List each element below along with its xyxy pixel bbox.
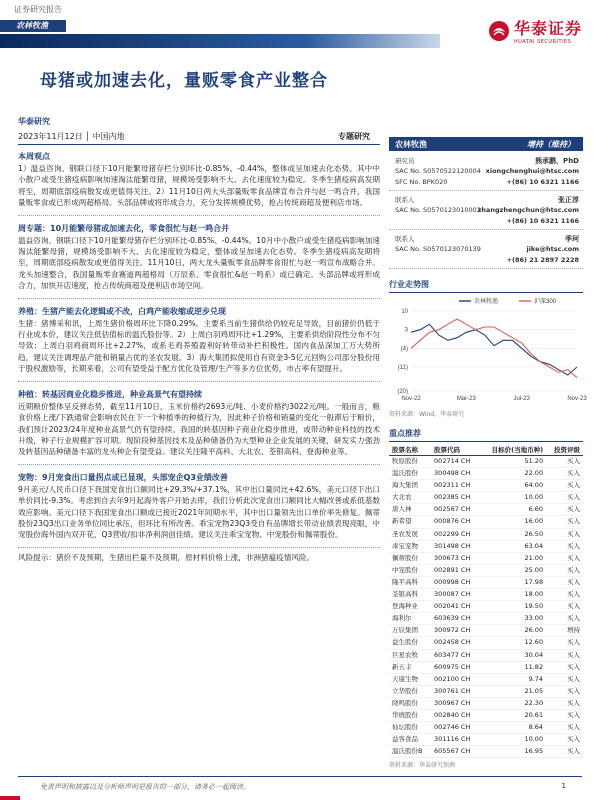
stock-row (389, 540, 583, 552)
stocks-table (389, 444, 583, 758)
section-text-weekly: 温益咨询、钢联口径下10月能繁母猪存栏分别环比-0.85%、-0.44%。10月中小散户或受生猪疫病影响加速淘汰能繁母猪，规模场受影响不大、去化速度较为稳定，整体或呈加速去化态势。冬季生猪疫病高发期将至，周期底部疫病散发或更值得关注。11月10日，两大龙头量贩零食品牌零食很忙与赵一鸣宣布战略合并。龙头加速整合，我国量贩零食赛道两超格局（万辰系、零食很忙&赵一鸣系）或已确定。头部品牌或将形成合力，加快开店速度，抢占传统商超及便利店市场空间。 (18, 235, 380, 291)
stock-row (389, 673, 583, 685)
stock-name: 牧原股份 (389, 456, 431, 468)
stock-name: 巨星农牧 (389, 649, 431, 661)
analyst-sac: SAC No. S0570522120004 (395, 167, 481, 175)
stock-code: 002714 CH (431, 456, 480, 468)
stock-code: 002458 CH (431, 637, 480, 649)
stock-code: 300972 CH (431, 625, 480, 637)
stock-target-price: 22.00 (480, 468, 546, 480)
summary-text: 1）温益咨询、钢联口径下10月能繁母猪存栏分别环比-0.85%、-0.44%，整体或呈加速去化态势。其中中小散户或受生猪疫病影响加速淘汰能繁母猪，规模场受影响不大、去化速度较为稳定。冬季生猪疫病高发期将至，周期底部疫病散发或更值得关注。2）11月10日两大头部量贩零食品牌宣布合并与赵一鸣合并，我国量贩零食或已形成两超格局。头部品牌或将形成合力，充分发挥规模优势，抢占传统商超及便利店市场。 (18, 164, 380, 208)
stock-name: 万辰集团 (389, 625, 431, 637)
stock-name: 荃银高科 (389, 589, 431, 601)
report-type: 专题研究 (338, 132, 370, 141)
analyst-sfc: SFC No. BPK020 (395, 178, 448, 186)
report-title: 母猪或加速去化，量贩零食产业整合 (40, 71, 328, 91)
stock-name: 温氏股份 (389, 468, 431, 480)
rating-value: 增持（维持） (527, 140, 575, 149)
stock-rating: 买入 (546, 685, 583, 697)
stock-rating: 买入 (546, 601, 583, 613)
stock-row (389, 746, 583, 758)
analyst-phone: +(86) 10 6321 1166 (506, 178, 579, 186)
stock-code: 300498 CH (431, 468, 480, 480)
page-footer (0, 776, 600, 800)
stock-target-price: 26.50 (480, 528, 546, 540)
stock-name: 新五丰 (389, 661, 431, 673)
stock-target-price: 30.04 (480, 649, 546, 661)
trend-heading: 行业走势图 (389, 279, 583, 293)
stock-target-price: 21.00 (480, 552, 546, 564)
stock-rating: 买入 (546, 649, 583, 661)
stock-target-price: 20.61 (480, 709, 546, 721)
stock-target-price: 16.95 (480, 746, 546, 758)
x-tick-label: Nov-23 (567, 396, 587, 402)
stock-name: 仙坛股份 (389, 722, 431, 734)
section-text-breeding: 生猪：猪博采和讯，上周生猪价格周环比下降0.29%。主要系当前生猪供给仍较充足导致，目前猪价仍低于行业成本价，建议关注低估值标的温氏股份等。2）上周白羽鸡周环比+1.29%，主要系供给阶段性分布不匀导致；上周白羽鸡商周环比+2.27%，或系毛鸡养殖盈利好转带动补栏积极性。国内食品深加工万大势所趋，建议关注调理品产能和销量占优的圣农发展。3）海大集团拟使用自有资金3-5亿元回购公司部分股份用于股权激励等，长期来看，公司有望受益于配方优化及管理/生产等多方位优势，市占率有望提升。 (18, 318, 380, 374)
stocks-source: 资料来源：华泰研究预测 (389, 762, 456, 770)
right-column (389, 137, 587, 770)
footer-disclaimer: 免责声明和披露以及分析师声明是报告的一部分，请务必一起阅读。 (40, 783, 250, 791)
analyst-block (389, 194, 583, 230)
series-line-0 (411, 324, 577, 375)
stock-target-price: 33.00 (480, 613, 546, 625)
stock-name: 圣农发展 (389, 528, 431, 540)
stocks-heading: 重点推荐 (389, 428, 583, 442)
stock-code: 002311 CH (431, 480, 480, 492)
stock-name: 益生股份 (389, 637, 431, 649)
stock-code: 002041 CH (431, 601, 480, 613)
stock-code: 002840 CH (431, 709, 480, 721)
stock-row (389, 722, 583, 734)
stock-rating: 买入 (546, 540, 583, 552)
stock-name: 立华股份 (389, 685, 431, 697)
report-region: 中国内地 (92, 132, 125, 141)
stock-row (389, 480, 583, 492)
report-meta (18, 131, 380, 145)
stock-target-price: 18.00 (480, 589, 546, 601)
stock-rating: 买入 (546, 734, 583, 746)
stock-name: 晓鸣股份 (389, 697, 431, 709)
analyst-email[interactable]: xiongchenghui@htsc.com (485, 167, 579, 175)
stock-row (389, 613, 583, 625)
analyst-role: 研究员 (395, 157, 415, 165)
stock-name: 天康生物 (389, 673, 431, 685)
y-tick-label: (20) (397, 389, 408, 395)
stock-name: 隆平高科 (389, 576, 431, 588)
stock-name: 乖宝宠物 (389, 540, 431, 552)
stock-row (389, 589, 583, 601)
stock-rating: 买入 (546, 613, 583, 625)
stock-name: 益客食品 (389, 734, 431, 746)
sector-tag: 农林牧渔 (0, 20, 66, 32)
analyst-phone: +(86) 10 6321 1166 (506, 217, 579, 225)
stock-row (389, 504, 583, 516)
stock-name: 华统股份 (389, 709, 431, 721)
stock-code: 300087 CH (431, 589, 480, 601)
stock-row (389, 528, 583, 540)
analyst-email[interactable]: zhangzhengchun@htsc.com (477, 206, 579, 214)
stock-code: 002891 CH (431, 564, 480, 576)
section-heading-breeding: 养殖：生猪产能去化逻辑或不改，白鸡产能收缩或逆步兑现 (18, 306, 226, 316)
x-tick-label: Mar-23 (456, 396, 476, 402)
stock-target-price: 25.00 (480, 564, 546, 576)
left-column (18, 116, 380, 563)
stock-target-price: 10.00 (480, 492, 546, 504)
stock-name: 海利尔 (389, 613, 431, 625)
y-tick-label: (11) (397, 365, 408, 371)
stock-target-price: 21.05 (480, 685, 546, 697)
section-heading-planting: 种植：转基因商业化稳步推进，种业高景气有望持续 (18, 389, 202, 399)
stock-name: 佩蒂股份 (389, 552, 431, 564)
org-label: 华泰研究 (18, 117, 50, 126)
stock-code: 600975 CH (431, 661, 480, 673)
stock-name: 新希望 (389, 516, 431, 528)
stock-code: 002100 CH (431, 673, 480, 685)
section-heading-pet: 宠物：9月宠食出口量拐点或已显现，头部宠企Q3业绩改善 (18, 472, 228, 482)
stock-code: 301498 CH (431, 540, 480, 552)
stocks-col-header: 股票名称 (389, 444, 431, 456)
stock-row (389, 661, 583, 673)
stock-rating: 买入 (546, 673, 583, 685)
stock-code: 002299 CH (431, 528, 480, 540)
stock-code: 300967 CH (431, 697, 480, 709)
stock-target-price: 26.00 (480, 625, 546, 637)
stock-target-price: 9.74 (480, 673, 546, 685)
stock-rating: 买入 (546, 552, 583, 564)
stock-target-price: 16.00 (480, 516, 546, 528)
stock-rating: 买入 (546, 576, 583, 588)
stock-row (389, 552, 583, 564)
stock-target-price: 11.82 (480, 661, 546, 673)
stock-rating: 买入 (546, 492, 583, 504)
rating-bar (389, 137, 583, 151)
stock-row (389, 516, 583, 528)
stock-code: 002385 CH (431, 492, 480, 504)
stock-name: 海大集团 (389, 480, 431, 492)
stock-rating: 买入 (546, 697, 583, 709)
stock-rating: 买入 (546, 709, 583, 721)
stock-target-price: 17.98 (480, 576, 546, 588)
stock-code: 300761 CH (431, 685, 480, 697)
stock-code: 300673 CH (431, 552, 480, 564)
stock-rating: 买入 (546, 504, 583, 516)
risk-text: 风险提示：猪价不及预期，生猪出栏量不及预期，原材料价格上涨，非洲猪瘟疫情风险。 (18, 552, 315, 562)
trend-chart-svg (389, 295, 587, 407)
stock-row (389, 734, 583, 746)
analyst-phone: +(86) 21 2897 2228 (506, 256, 579, 264)
stock-target-price: 22.30 (480, 697, 546, 709)
stock-rating: 买入 (546, 528, 583, 540)
stock-name: 唐人神 (389, 504, 431, 516)
stock-rating: 增持 (546, 625, 583, 637)
stock-row (389, 601, 583, 613)
stock-name: 温氏股份B (389, 746, 431, 758)
stocks-col-header: 目标价(当地币种) (480, 444, 546, 456)
stocks-col-header: 投资评级 (546, 444, 583, 456)
trend-chart (389, 295, 587, 407)
analyst-block (389, 233, 583, 269)
y-tick-label: 3 (404, 327, 408, 334)
analyst-name: 张正淳 (558, 196, 579, 204)
analyst-sac: SAC No. S0570123070139 (395, 245, 481, 253)
stock-row (389, 576, 583, 588)
stock-row (389, 649, 583, 661)
stock-rating: 买入 (546, 516, 583, 528)
stock-rating: 买入 (546, 722, 583, 734)
doc-type-label: 证券研究报告 (14, 5, 62, 14)
report-date: 2023年11月12日 (18, 132, 83, 141)
stock-rating: 买入 (546, 746, 583, 758)
stock-row (389, 625, 583, 637)
stock-target-price: 19.50 (480, 601, 546, 613)
stock-target-price: 6.60 (480, 504, 546, 516)
stock-row (389, 492, 583, 504)
stock-rating: 买入 (546, 468, 583, 480)
stock-code: 000998 CH (431, 576, 480, 588)
stock-target-price: 64.00 (480, 480, 546, 492)
stock-target-price: 51.20 (480, 456, 546, 468)
header-rule (0, 34, 600, 52)
trend-source: 资料来源：Wind，华泰研究 (389, 411, 465, 418)
brand-name-cn: 华泰证券 (513, 19, 582, 38)
analyst-name: 熊承鹏，PhD (535, 157, 579, 165)
stock-rating: 买入 (546, 661, 583, 673)
analyst-name: 季珂 (565, 235, 579, 243)
legend-label: 沪深300 (534, 299, 557, 305)
analyst-block (389, 155, 583, 191)
analyst-sac: SAC No. S0570123010003 (395, 206, 481, 214)
stock-rating: 买入 (546, 456, 583, 468)
stock-row (389, 468, 583, 480)
analyst-role: 联系人 (395, 196, 415, 204)
stock-row (389, 697, 583, 709)
stock-name: 登海种业 (389, 601, 431, 613)
meta-sep: │ (85, 132, 91, 141)
legend-label: 农林牧渔 (474, 299, 499, 305)
section-heading-weekly: 周专题：10月能繁母猪或加速去化，零食很忙与赵一鸣合并 (18, 223, 230, 233)
stock-code: 000876 CH (431, 516, 480, 528)
y-tick-label: (4) (400, 346, 408, 353)
stock-row (389, 685, 583, 697)
stock-row (389, 564, 583, 576)
analyst-list (389, 155, 583, 269)
x-tick-label: Nov-22 (401, 396, 421, 402)
stock-name: 大北农 (389, 492, 431, 504)
stock-rating: 买入 (546, 564, 583, 576)
analyst-email[interactable]: jike@htsc.com (526, 245, 579, 253)
summary-heading: 本周观点 (18, 152, 50, 161)
stock-name: 中宠股份 (389, 564, 431, 576)
stock-rating: 买入 (546, 589, 583, 601)
stocks-col-header: 股票代码 (431, 444, 480, 456)
stock-code: 603639 CH (431, 613, 480, 625)
stock-code: 002746 CH (431, 722, 480, 734)
stock-target-price: 8.64 (480, 722, 546, 734)
page-number: 1 (561, 782, 566, 790)
stock-target-price: 12.60 (480, 637, 546, 649)
section-text-planting: 近期粮价整体呈反弹态势，截至11月10日，玉米价格约2693元/吨、小麦价格约3022元/吨。一般而言，粮食价格上涨/下跌通常会影响农民在下一个种植季的种植行为，因此种子价格和销量的变化一般滞后于粮价，我们预计2023/24年度种业高景气仍有望持续。我国的转基因种子商业化稳步推进，或带动种业科技的技术升级，种子行业规模扩容可期。现阶段种基因技术及品种储备仍为大型种业企业发展的关键，研发实力强劲及转基因品种储备丰富的龙头种企有望受益。建议关注隆平高科、大北农、荃银高科、登海种业等。 (18, 401, 380, 457)
y-tick-label: 10 (401, 309, 408, 315)
stock-row (389, 709, 583, 721)
stock-row (389, 456, 583, 468)
stock-code: 301116 CH (431, 734, 480, 746)
stock-code: 603477 CH (431, 649, 480, 661)
stock-target-price: 10.00 (480, 734, 546, 746)
analyst-role: 联系人 (395, 235, 415, 243)
stock-row (389, 637, 583, 649)
stock-rating: 买入 (546, 480, 583, 492)
stock-target-price: 63.04 (480, 540, 546, 552)
brand-name-en: HUATAI SECURITIES (513, 39, 572, 45)
stock-code: 605567 CH (431, 746, 480, 758)
x-tick-label: Jul-23 (513, 396, 530, 402)
stock-code: 002567 CH (431, 504, 480, 516)
section-text-pet: 9月美元/人民币口径下我国宠食出口额同比+29.3%/+37.1%，其中出口量同比+42.6%，美元口径下出口单价同比-9.3%。考虑到自去年9月起海外客户开始去库，我们分析此次宠食出口额同比大幅改善或系低基数效应影响。美元口径下我国宠食出口额或已接近2021年同期水平，其中出口量领先出口单价率先修复。佩蒂股份23Q3出口业务单位同比承压，但环比有所改善。乖宝宠物23Q3受自有品牌增长带动业绩表现亮眼，中宠股份海外国内双开花，Q3营收/扣非净利润创佳绩。建议关注乖宝宠物、中宠股份和佩蒂股份。 (18, 484, 380, 540)
rating-sector: 农林牧渔 (395, 140, 427, 149)
stock-rating: 买入 (546, 637, 583, 649)
